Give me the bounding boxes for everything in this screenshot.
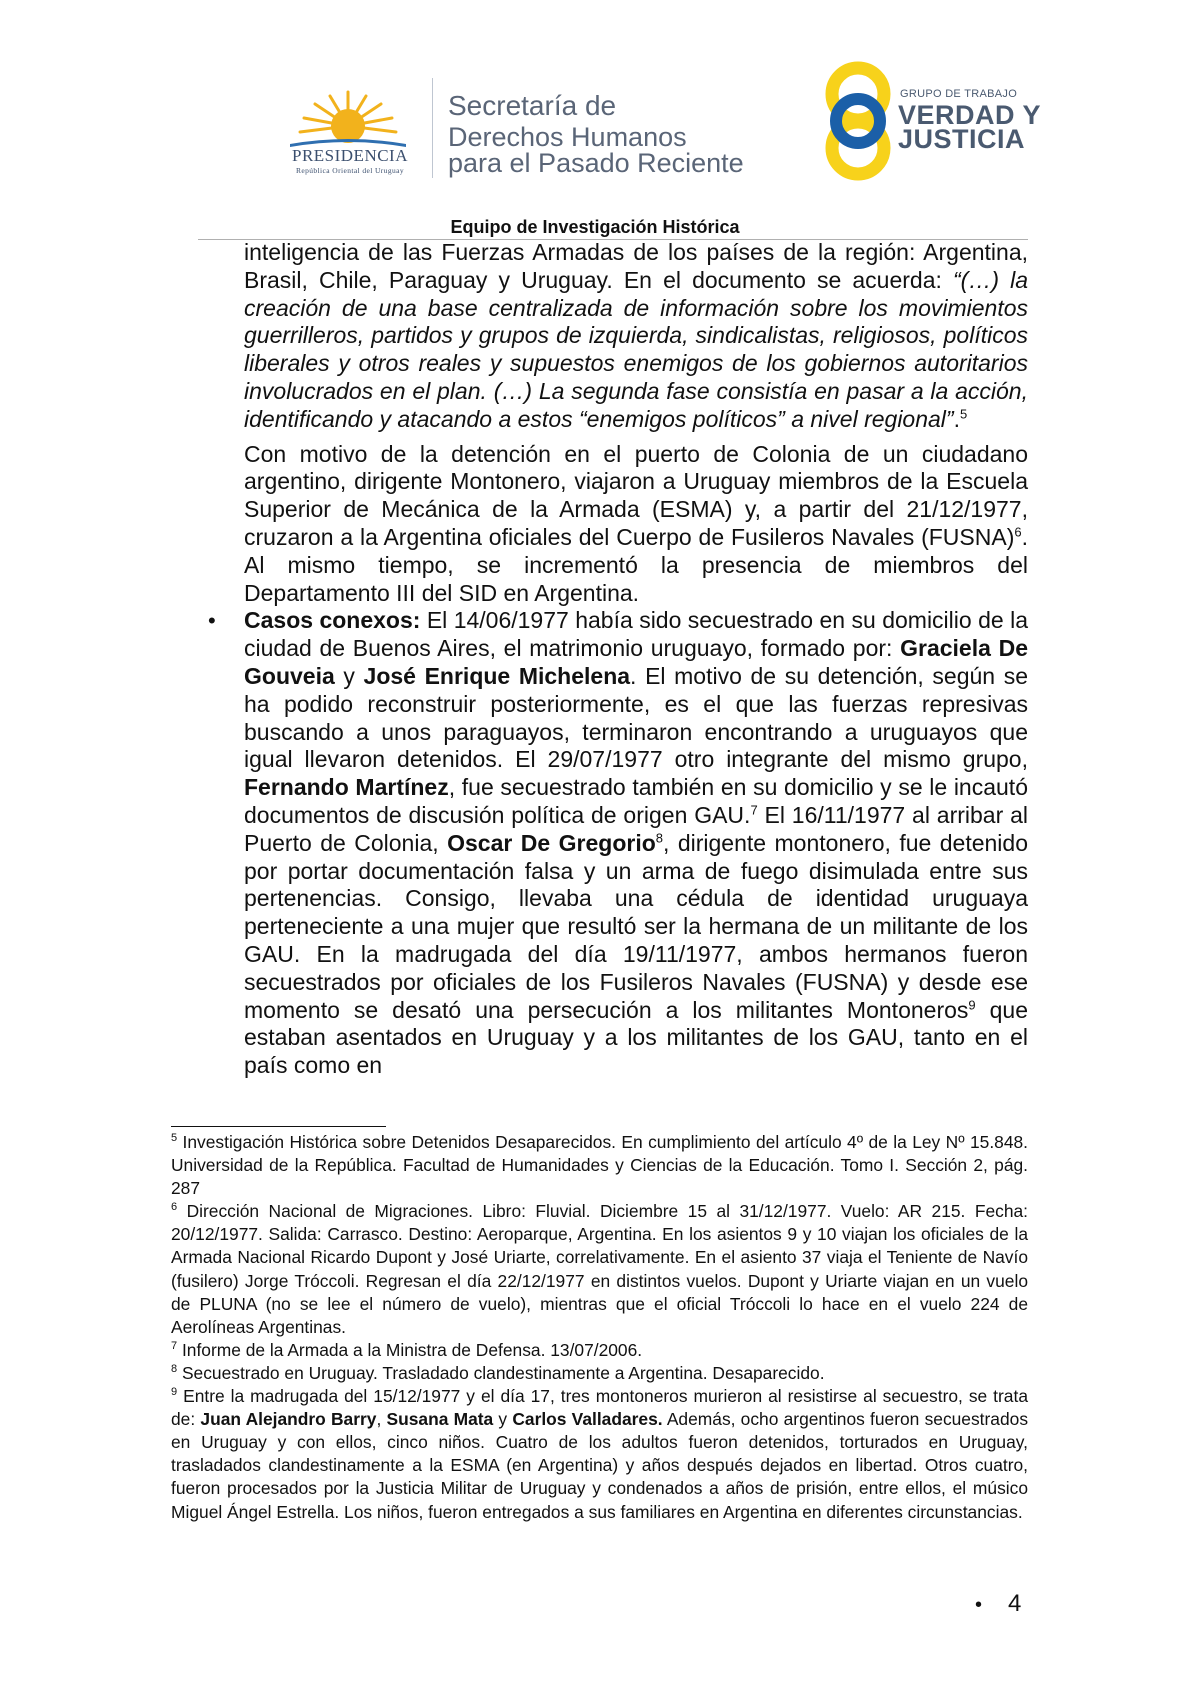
paragraph-colonia-detention [244,441,1028,608]
footnote-text: Informe de la Armada a la Ministra de Defensa. 13/07/2006. [177,1339,643,1360]
footnote-8 [171,1362,1028,1385]
person-name: Graciela De Gouveia [244,635,1028,689]
paragraph-casos-conexos [244,607,1028,1080]
presidencia-name: PRESIDENCIA [291,146,408,165]
presidencia-subtitle: República Oriental del Uruguay [295,166,404,175]
footnote-9 [171,1385,1028,1524]
person-name: Fernando Martínez [244,774,449,801]
footnote-ref-8[interactable]: 8 [655,830,663,846]
person-name: José Enrique Michelena [363,662,631,689]
paragraph-text: inteligencia de las Fuerzas Armadas de los países de la región: Argentina, Brasil, Chile, Paraguay y Uruguay. En el documento se acuerda: [244,239,1028,293]
footnote-text: Además, ocho argentinos fueron secuestrados en Uruguay y con ellos, cinco niños. Cuatro de los adultos fueron detenidos, torturados en Uruguay, trasladados clandestinamente a la ESMA (en Argentina) y años después dejados en libertad. Otros cuatro, fueron procesados por la Justicia Militar de Uruguay y condenados a años de prisión, entre ellos, el músico Miguel Ángel Estrella. Los niños, fueron entregados a sus familiares en Argentina en diferentes circunstancias. [171,1409,1029,1522]
paragraph-text: , fue secuestrado también en su domicilio y se le incautó documentos de discusión política de origen GAU. [244,774,1028,828]
team-title: Equipo de Investigación Histórica [450,217,740,237]
footnote-text: Dirección Nacional de Migraciones. Libro: Fluvial. Diciembre 15 al 31/12/1977. Vuelo: AR 215. Fecha: 20/12/1977. Salida: Carrasco. Destino: Aeroparque, Argentina. En los asientos 9 y 10 viajan los oficiales de la Armada Nacional Ricardo Dupont y José Uriarte, correlativamente. En el asiento 37 viaja el Teniente de Navío (fusilero) Jorge Tróccoli. Regresan el día 22/12/1977 en distintos vuelos. Dupont y Uriarte viajan en un vuelo de PLUNA (no se lee el número de vuelo), mientras que el oficial Tróccoli lo hace en el vuelo 224 de Aerolíneas Argentinas. [171,1201,1028,1337]
footnote-number: 9 [171,1386,178,1399]
footnote-ref-5[interactable]: 5 [959,406,968,422]
paragraph-text: El 16/11/1977 al arribar al Puerto de Colonia, [244,801,1028,856]
quote-text: “(…) la creación de una base centralizada de información sobre los movimientos guerrilleros, partidos y grupos de izquierda, sindicalistas, religiosos, políticos liberales y otros reales y supuestos enemigos de los gobiernos autoritarios involucrados en el plan. (…) La segunda fase consistía en pasar a la acción, identificando y atacando a estos “enemigos políticos” a nivel regional” [244,266,1028,432]
person-name: Carlos Valladares. [512,1409,663,1430]
footnote-text: y [493,1409,513,1430]
footnote-number: 7 [171,1340,178,1353]
footnote-5 [171,1131,1028,1200]
footnote-text: Investigación Histórica sobre Detenidos Desaparecidos. En cumplimiento del artículo 4º de la Ley Nº 15.848. Universidad de la República. Facultad de Humanidades y Ciencias de la Educación. Tomo I. Sección 2, pág. 287 [171,1132,1028,1199]
paragraph-text: . [953,405,960,432]
footnote-6 [171,1200,1028,1339]
footnote-text: Secuestrado en Uruguay. Trasladado clandestinamente a Argentina. Desaparecido. [177,1362,825,1383]
bullet-symbol: • [208,608,216,634]
paragraph-text: . El motivo de su detención, según se ha podido reconstruir posteriormente, es el que las fuerzas represivas buscando a unos paraguayos, terminaron encontrando a uruguayos que igual llevaron detenidos. El 29/07/1977 otro integrante del mismo grupo, [244,662,1029,773]
paragraph-text: , dirigente montonero, fue detenido por portar documentación falsa y un arma de fuego disimulada entre sus pertenencias. Consigo, llevaba una cédula de identidad uruguaya perteneciente a una mujer que resultó ser la hermana de un militante de los GAU. En la madrugada del día 19/11/1977, ambos hermanos fueron secuestrados por oficiales de los Fusileros Navales (FUSNA) y desde ese momento se desató una persecución a los militantes Montoneros [244,829,1029,1023]
secretaria-line-1: Secretaría de [448,90,617,121]
page-number: 4 [1008,1590,1022,1617]
person-name: Oscar De Gregorio [447,829,656,856]
gtvj-title-line-2: JUSTICIA [898,124,1026,154]
footnote-text: , [376,1409,387,1430]
footnotes [171,1131,1028,1524]
paragraph-text: y [334,662,364,689]
list-item-casos-conexos [208,607,1029,1080]
gtvj-subtitle: GRUPO DE TRABAJO [900,88,1018,100]
secretaria-line-2: Derechos Humanos [448,122,687,152]
footnote-number: 5 [171,1132,178,1145]
footnote-number: 8 [171,1363,178,1376]
footnote-7 [171,1339,1028,1362]
footnote-ref-9[interactable]: 9 [968,996,976,1012]
person-name: Susana Mata [386,1409,494,1430]
person-name: Juan Alejandro Barry [200,1409,377,1430]
footnote-text: Entre la madrugada del 15/12/1977 y el día 17, tres montoneros murieron al resistirse al secuestro, se trata de: [171,1386,1028,1430]
paragraph-text: . Al mismo tiempo, se incrementó la presencia de miembros del Departamento III del SID en Argentina. [244,523,1028,606]
paragraph-text: Con motivo de la detención en el puerto de Colonia de un ciudadano argentino, dirigente Montonero, viajaron a Uruguay miembros de la Escuela Superior de Mecánica de la Armada (ESMA) y, a partir del 21/12/1977, cruzaron a la Argentina oficiales del Cuerpo de Fusileros Navales (FUSNA) [244,440,1028,550]
header-divider [432,78,433,178]
footnote-ref-6[interactable]: 6 [1014,524,1022,540]
body-text [208,239,1029,1080]
verdad-justicia-rings-logo [818,60,898,182]
secretaria-line-3: para el Pasado Reciente [448,148,744,178]
page-number-bullet: • [975,1594,983,1616]
paragraph-text: El 14/06/1977 había sido secuestrado en su domicilio de la ciudad de Buenos Aires, el matrimonio uruguayo, formado por: [244,607,1028,662]
paragraph-plan-condor [244,239,1028,434]
footnote-ref-7[interactable]: 7 [750,802,758,818]
gtvj-title-line-1: VERDAD Y [898,100,1042,130]
footnote-separator [171,1126,386,1127]
paragraph-text: que estaban asentados en Uruguay y a los militantes de los GAU, tanto en el país como en [244,996,1029,1079]
bold-label: Casos conexos: [244,607,421,634]
footnote-number: 6 [171,1201,178,1214]
